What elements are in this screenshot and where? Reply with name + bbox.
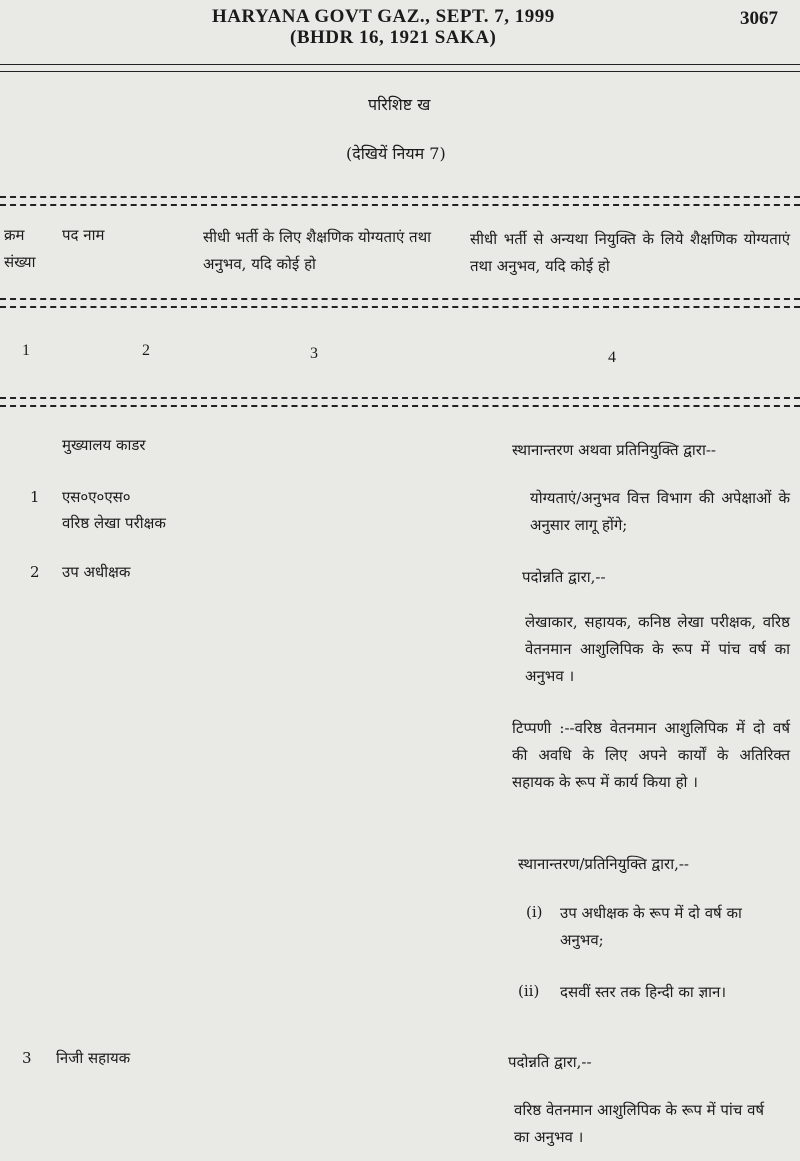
r2-item-1-text: उप अधीक्षक के रूप में दो वर्ष का अनुभव;	[560, 904, 742, 949]
row-2-post: उप अधीक्षक	[62, 563, 131, 581]
header-other-recruitment: सीधी भर्ती से अन्यथा नियुक्ति के लिये शैक्षणिक योग्यताएं तथा अनुभव, यदि कोई हो	[470, 230, 790, 275]
r2-mode: पदोन्नति द्वारा,--	[522, 568, 606, 586]
gazette-header-line2: (BHDR 16, 1921 SAKA)	[290, 27, 497, 48]
r3-experience: वरिष्ठ वेतनमान आशुलिपिक के रूप में पांच वर्ष का अनुभव ।	[514, 1101, 765, 1146]
header-bottom-rule-2	[0, 306, 800, 308]
r3-mode: पदोन्नति द्वारा,--	[508, 1053, 592, 1071]
page-number: 3067	[740, 8, 778, 29]
appendix-title: परिशिष्ट ख	[368, 95, 431, 114]
header-rule-2	[0, 71, 800, 72]
column-number-1: 1	[22, 342, 30, 359]
header-bottom-rule	[0, 298, 800, 300]
table-top-rule	[0, 196, 800, 198]
r2-item-1-number: (i)	[526, 903, 543, 921]
rule-reference: (देखियें नियम 7)	[346, 144, 446, 163]
numbers-bottom-rule-2	[0, 405, 800, 407]
cadre-heading: मुख्यालय काडर	[62, 436, 146, 454]
row-1-serial: 1	[30, 488, 40, 506]
column-number-3: 3	[310, 345, 318, 362]
r2-experience: लेखाकार, सहायक, कनिष्ठ लेखा परीक्षक, वरिष्ठ वेतनमान आशुलिपिक के रूप में पांच वर्ष का अनुभव ।	[525, 613, 790, 685]
header-serial-number: क्रम संख्या	[4, 226, 36, 271]
header-direct-recruitment: सीधी भर्ती के लिए शैक्षणिक योग्यताएं तथा अनुभव, यदि कोई हो	[203, 228, 432, 273]
numbers-bottom-rule	[0, 397, 800, 399]
r2-note: टिप्पणी :--वरिष्ठ वेतनमान आशुलिपिक में दो वर्ष की अवधि के लिए अपने कार्यों के अतिरिक्त सहायक के रूप में कार्य किया हो ।	[512, 719, 790, 791]
header-rule	[0, 64, 800, 65]
r1-qualification: योग्यताएं/अनुभव वित्त विभाग की अपेक्षाओं के अनुसार लागू होंगे;	[530, 489, 790, 534]
column-number-4: 4	[608, 349, 616, 366]
gazette-header-line1: HARYANA GOVT GAZ., SEPT. 7, 1999	[212, 6, 555, 27]
r2-item-1	[526, 900, 554, 924]
r2-item-2	[518, 979, 546, 1003]
row-3-post: निजी सहायक	[56, 1049, 131, 1067]
header-post-name: पद नाम	[62, 226, 105, 244]
r2-mode-transfer: स्थानान्तरण/प्रतिनियुक्ति द्वारा,--	[518, 855, 689, 873]
row-2-serial: 2	[30, 563, 40, 581]
row-3-serial: 3	[22, 1049, 32, 1067]
row-1-post-line2: वरिष्ठ लेखा परीक्षक	[62, 514, 166, 532]
column-number-2: 2	[142, 342, 150, 359]
row-1-post-line1: एस०ए०एस०	[62, 488, 131, 506]
r2-item-2-number: (ii)	[518, 982, 540, 1000]
table-top-rule-2	[0, 204, 800, 206]
r2-item-2-text: दसवीं स्तर तक हिन्दी का ज्ञान।	[560, 983, 727, 1001]
r1-mode: स्थानान्तरण अथवा प्रतिनियुक्ति द्वारा--	[512, 441, 716, 459]
